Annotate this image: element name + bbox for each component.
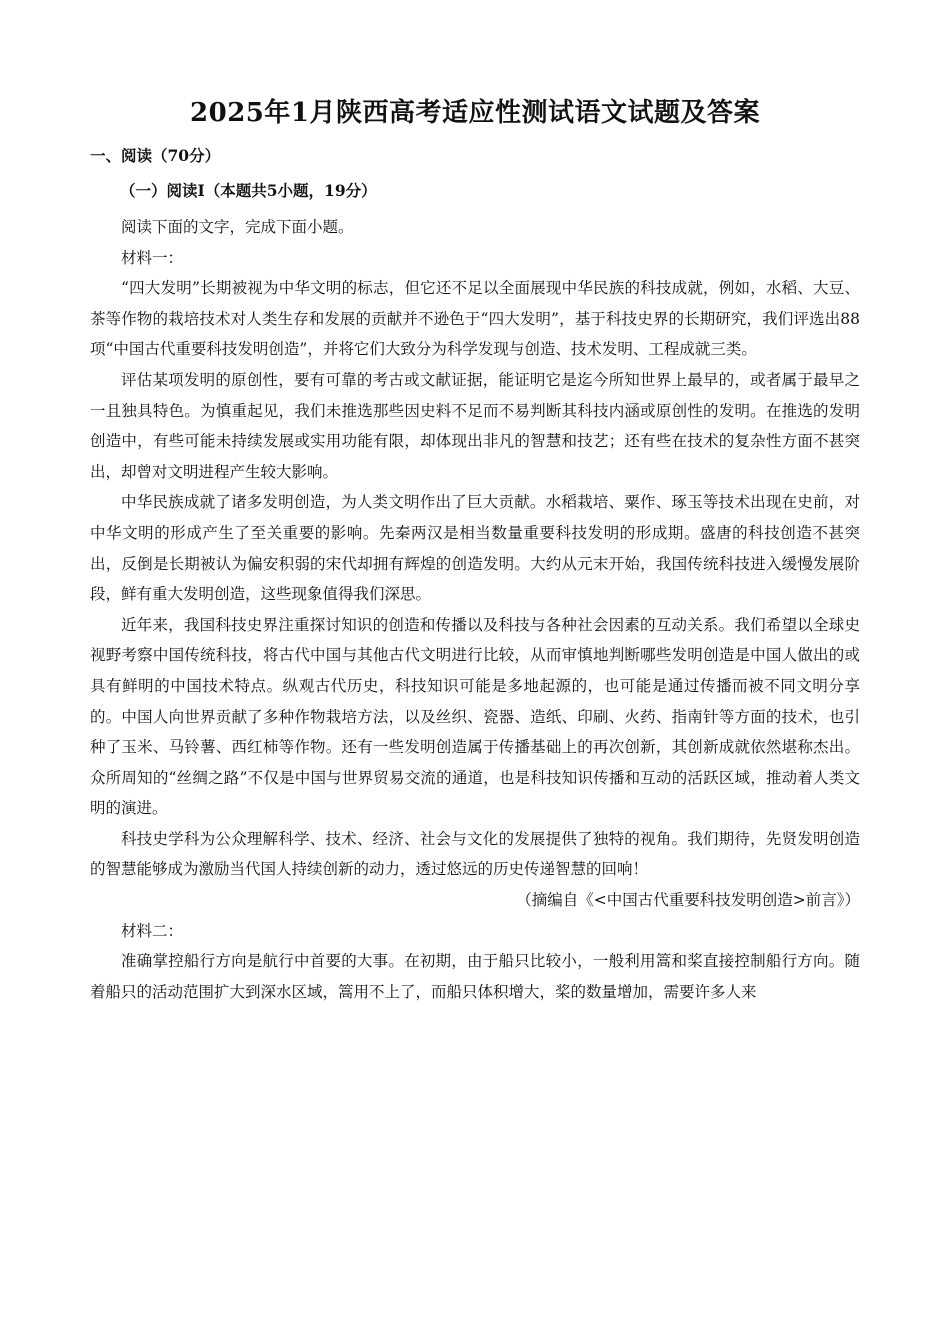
material1-paragraph-5: 科技史学科为公众理解科学、技术、经济、社会与文化的发展提供了独特的视角。我们期待，先贤发明创造的智慧能够成为激励当代国人持续创新的动力，透过悠远的历史传递智慧的回响！ (90, 829, 860, 879)
material1-paragraph-3: 中华民族成就了诸多发明创造，为人类文明作出了巨大贡献。水稻栽培、粟作、琢玉等技术出现在史前，对中华文明的形成产生了至关重要的影响。先秦两汉是相当数量重要科技发明的形成期。盛唐的科技创造不甚突出，反倒是长期被认为偏安积弱的宋代却拥有辉煌的创造发明。大约从元末开始，我国传统科技进入缓慢发展阶段，鲜有重大发明创造，这些现象值得我们深思。 (90, 493, 860, 604)
document-title: 2025年1月陕西高考适应性测试语文试题及答案 (190, 98, 760, 128)
material1-source: （摘编自《<中国古代重要科技发明创造>前言》） (516, 891, 860, 910)
material1-label: 材料一： (121, 248, 184, 267)
material2-paragraph-1: 准确掌控船行方向是航行中首要的大事。在初期，由于船只比较小，一般利用篙和桨直接控制船行方向。随着船只的活动范围扩大到深水区域，篙用不上了，而船只体积增大，桨的数量增加，需要许多人来 (90, 952, 860, 1001)
subsection-heading: （一）阅读Ⅰ（本题共5小题，19分） (120, 181, 377, 200)
section-heading: 一、阅读（70分） (90, 146, 221, 165)
material1-paragraph-4: 近年来，我国科技史界注重探讨知识的创造和传播以及科技与各种社会因素的互动关系。我们希望以全球史视野考察中国传统科技，将古代中国与其他古代文明进行比较，从而审慎地判断哪些发明创造是中国人做出的或具有鲜明的中国技术特点。纵观古代历史，科技知识可能是多地起源的，也可能是通过传播而被不同文明分享的。中国人向世界贡献了多种作物栽培方法，以及丝织、瓷器、造纸、印刷、火药、指南针等方面的技术，也引种了玉米、马铃薯、西红柿等作物。还有一些发明创造属于传播基础上的再次创新，其创新成就依然堪称杰出。众所周知的“丝绸之路”不仅是中国与世界贸易交流的通道，也是科技知识传播和互动的活跃区域，推动着人类文明的演进。 (90, 615, 860, 818)
instruction-text: 阅读下面的文字，完成下面小题。 (121, 218, 354, 236)
material2-label: 材料二： (121, 921, 184, 940)
body-text (90, 212, 860, 1007)
material1-paragraph-2: 评估某项发明的原创性，要有可靠的考古或文献证据，能证明它是迄今所知世界上最早的，或者属于最早之一且独具特色。为慎重起见，我们未推选那些因史料不足而不易判断其科技内涵或原创性的发明。在推选的发明创造中，有些可能未持续发展或实用功能有限，却体现出非凡的智慧和技艺；还有些在技术的复杂性方面不甚突出，却曾对文明进程产生较大影响。 (90, 370, 860, 481)
material1-paragraph-1: “四大发明”长期被视为中华文明的标志，但它还不足以全面展现中华民族的科技成就，例如，水稻、大豆、茶等作物的栽培技术对人类生存和发展的贡献并不逊色于“四大发明”，基于科技史界的长期研究，我们评选出88项“中国古代重要科技发明创造”，并将它们大致分为科学发现与创造、技术发明、工程成就三类。 (90, 279, 860, 359)
